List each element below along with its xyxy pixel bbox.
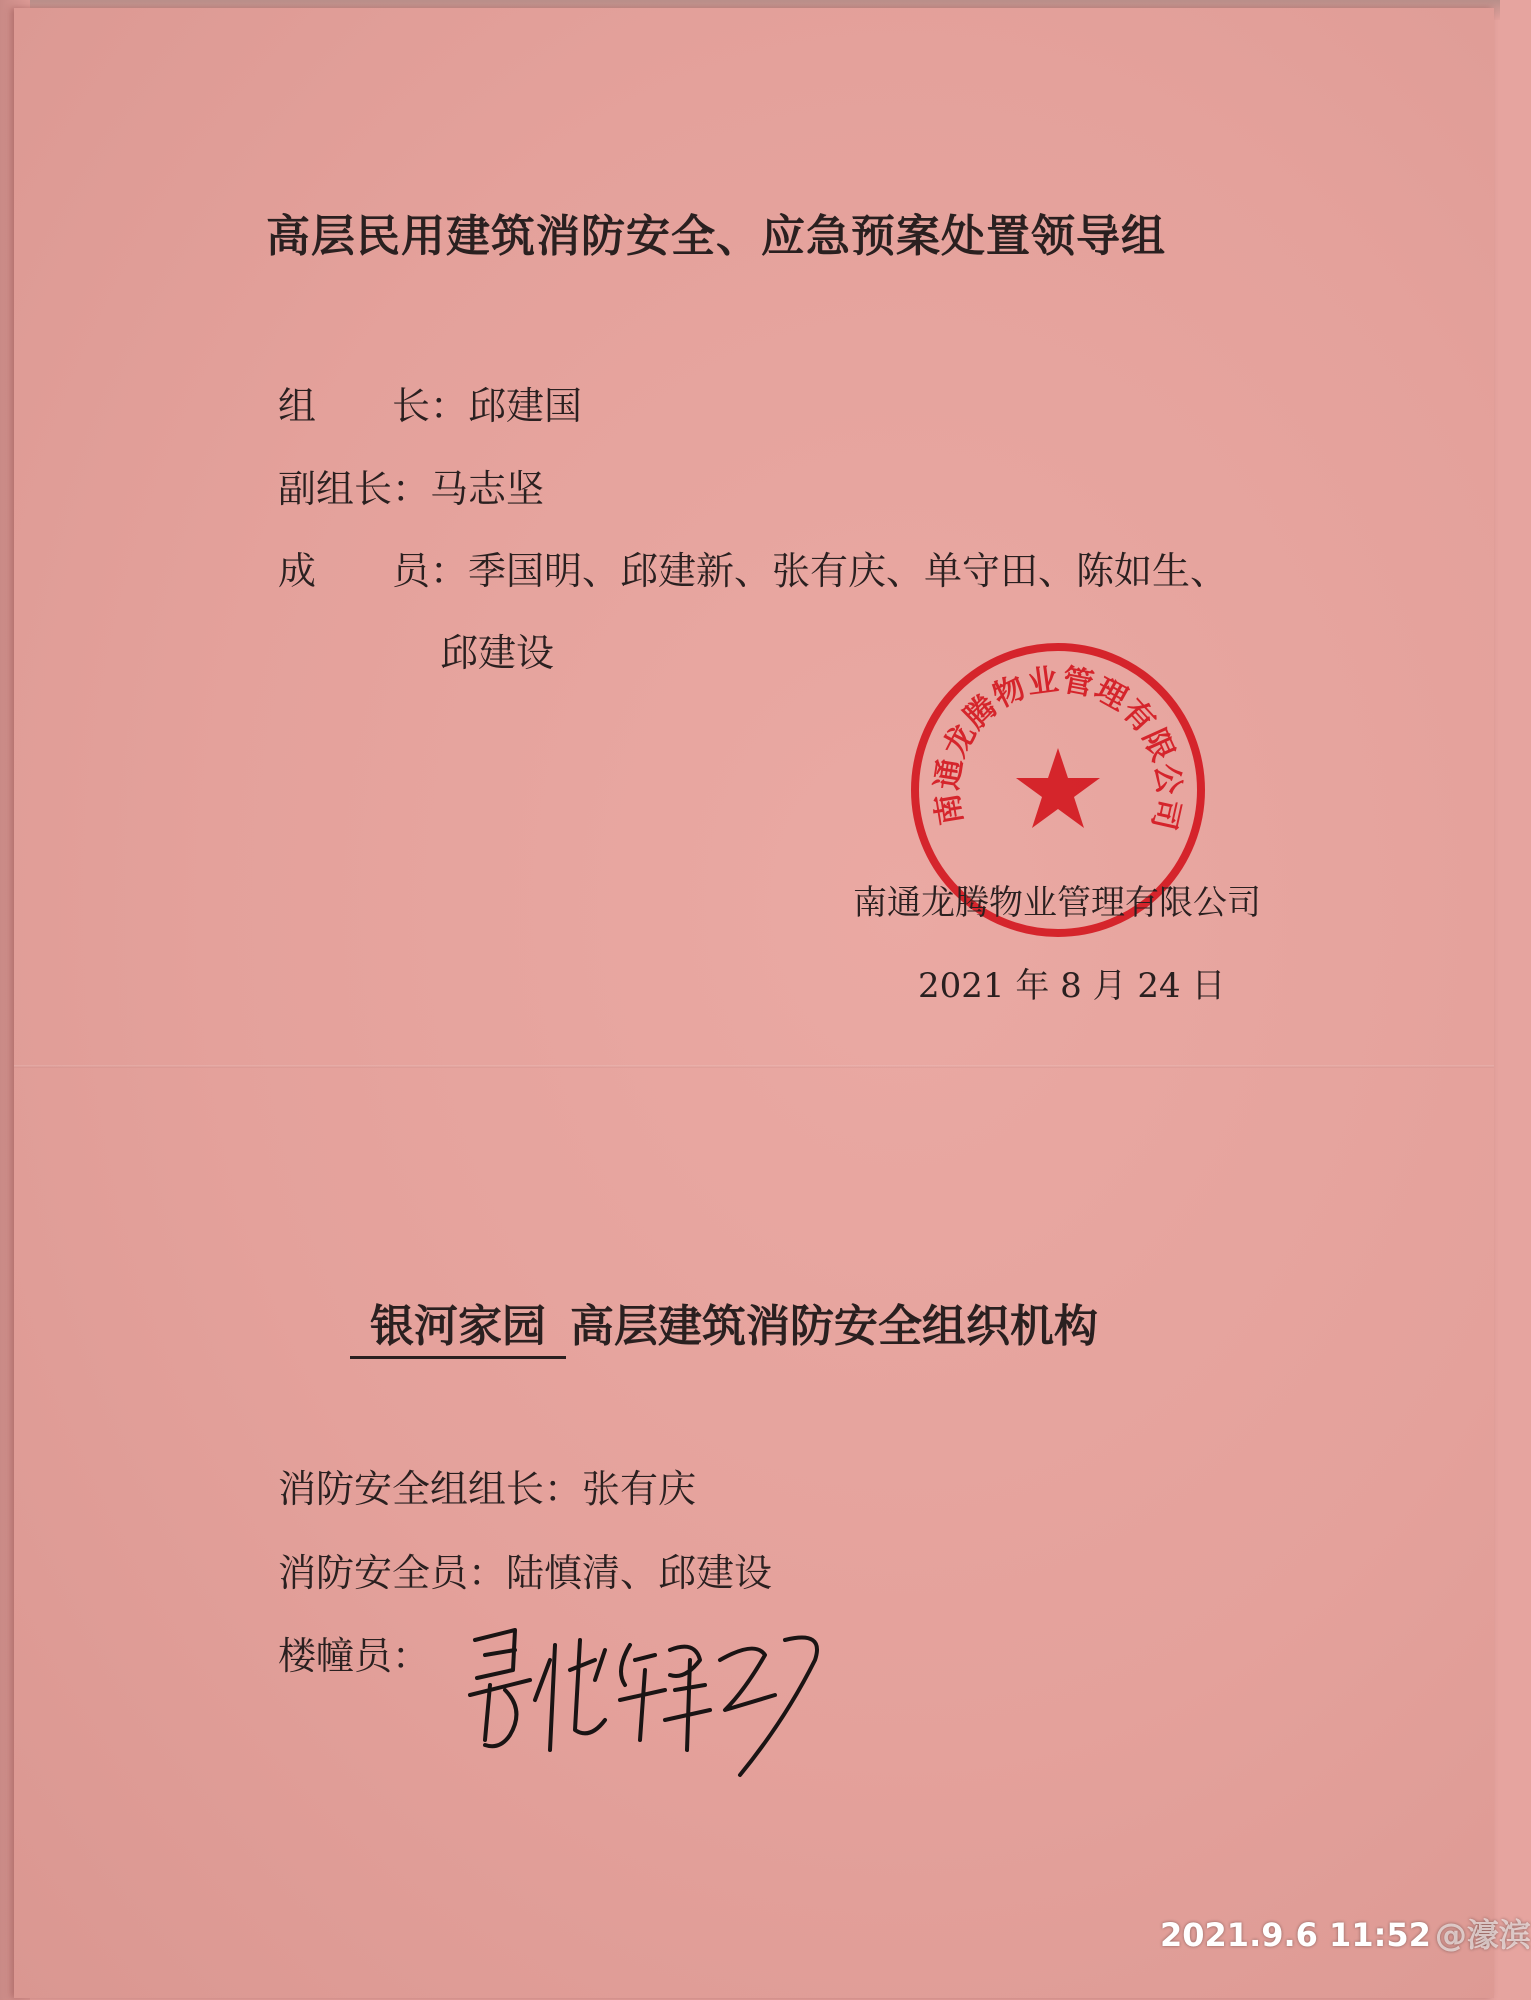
fire-leader-label: 消防安全组组长：	[278, 1467, 583, 1511]
estate-name: 银河家园	[350, 1290, 566, 1359]
deputy-row	[278, 458, 544, 513]
organization-title-text: 高层建筑消防安全组织机构	[570, 1301, 1098, 1352]
fire-leader-row	[278, 1458, 696, 1513]
fire-staff-names: 陆慎清、邱建设	[506, 1551, 773, 1595]
organization-title	[350, 1290, 1098, 1359]
fire-staff-row	[278, 1542, 772, 1597]
building-label: 楼幢员：	[278, 1634, 431, 1678]
members-label: 成 员：	[278, 549, 469, 593]
photo-watermark	[1160, 1910, 1531, 1956]
watermark-name: @濠滨	[1434, 1916, 1531, 1954]
fire-staff-label: 消防安全员：	[278, 1551, 507, 1595]
company-name: 南通龙腾物业管理有限公司	[853, 883, 1261, 923]
document-date: 2021 年 8 月 24 日	[918, 966, 1226, 1006]
fire-leader-name: 张有庆	[582, 1467, 697, 1511]
members-row-continued: 邱建设	[440, 631, 555, 675]
deputy-label: 副组长：	[278, 467, 431, 511]
leader-label: 组 长：	[278, 384, 469, 428]
document-title: 高层民用建筑消防安全、应急预案处置领导组	[266, 211, 1166, 262]
seal-text: 南通龙腾物业管理有限公司	[929, 661, 1187, 835]
building-row	[278, 1625, 430, 1680]
members-row	[278, 540, 1228, 595]
paper-fold	[14, 1065, 1494, 1068]
leader-row	[278, 375, 582, 430]
deputy-name: 马志坚	[430, 467, 545, 511]
seal-star-icon	[1016, 748, 1100, 828]
leader-name: 邱建国	[468, 384, 583, 428]
watermark-timestamp: 2021.9.6 11:52	[1160, 1916, 1431, 1954]
handwritten-signature	[455, 1600, 855, 1780]
members-list: 季国明、邱建新、张有庆、单守田、陈如生、	[468, 549, 1229, 593]
